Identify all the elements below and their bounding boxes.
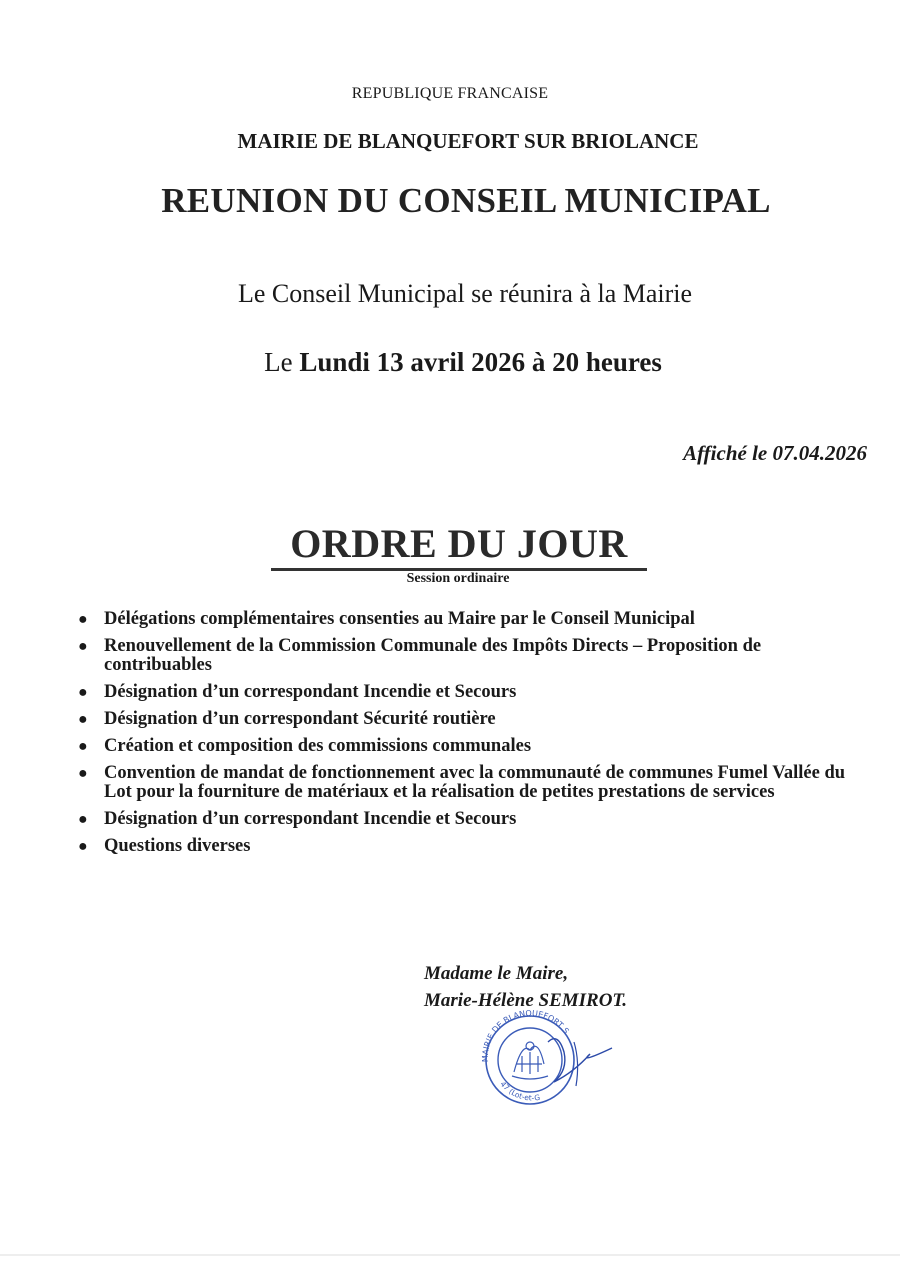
bullet-icon: ● — [78, 765, 88, 782]
signature-name: Marie-Hélène SEMIROT. — [424, 990, 628, 1011]
agenda-item-text: Convention de mandat de fonctionnement avec la communauté de communes Fumel Vallée du Lot pour la fourniture de matériaux et la réalisation de petites prestations de services — [104, 763, 846, 802]
mairie-heading: MAIRIE DE BLANQUEFORT SUR BRIOLANCE — [237, 129, 699, 153]
agenda-subtitle: Session ordinaire — [406, 571, 510, 586]
agenda-item-text: Désignation d’un correspondant Sécurité routière — [104, 709, 496, 729]
agenda-item — [70, 837, 870, 856]
seal-top-text: MAIRIE DE BLANQUEFORT S — [480, 1008, 571, 1063]
bullet-icon: ● — [78, 738, 88, 755]
meeting-intro: Le Conseil Municipal se réunira à la Mairie — [237, 279, 693, 308]
agenda-item — [70, 683, 870, 702]
official-seal-icon — [478, 1002, 628, 1112]
agenda-item-text: Création et composition des commissions communales — [104, 736, 532, 756]
date-prefix: Le — [264, 347, 300, 377]
agenda-item — [70, 710, 870, 729]
agenda-item — [70, 637, 870, 675]
agenda-item — [70, 610, 870, 629]
signature-role: Madame le Maire, — [424, 963, 569, 984]
date-value: Lundi 13 avril 2026 à 20 heures — [299, 347, 662, 377]
bullet-icon: ● — [78, 611, 88, 628]
agenda-list — [70, 610, 870, 864]
agenda-title: ORDRE DU JOUR — [290, 521, 628, 566]
agenda-item-text: Délégations complémentaires consenties au Maire par le Conseil Municipal — [104, 609, 695, 629]
meeting-date — [0, 347, 900, 378]
agenda-item-text: Désignation d’un correspondant Incendie et Secours — [104, 809, 517, 829]
page-bottom-edge — [0, 1254, 900, 1256]
meeting-title: REUNION DU CONSEIL MUNICIPAL — [161, 181, 771, 220]
bullet-icon: ● — [78, 638, 88, 655]
agenda-item-text: Désignation d’un correspondant Incendie et Secours — [104, 682, 517, 702]
agenda-item — [70, 764, 870, 802]
svg-text:MAIRIE DE BLANQUEFORT S — [481, 1009, 571, 1062]
agenda-item — [70, 737, 870, 756]
bullet-icon: ● — [78, 684, 88, 701]
seal-bottom-text: 47 (Lot-et-G — [498, 1079, 541, 1103]
agenda-item-text: Questions diverses — [104, 836, 251, 856]
bullet-icon: ● — [78, 811, 88, 828]
agenda-item — [70, 810, 870, 829]
bullet-icon: ● — [78, 711, 88, 728]
bullet-icon: ● — [78, 838, 88, 855]
republique-heading: REPUBLIQUE FRANCAISE — [351, 85, 549, 102]
agenda-item-text: Renouvellement de la Commission Communale des Impôts Directs – Proposition de contribuables — [104, 636, 762, 675]
posted-date: Affiché le 07.04.2026 — [683, 441, 867, 465]
agenda-title-block — [271, 520, 647, 571]
